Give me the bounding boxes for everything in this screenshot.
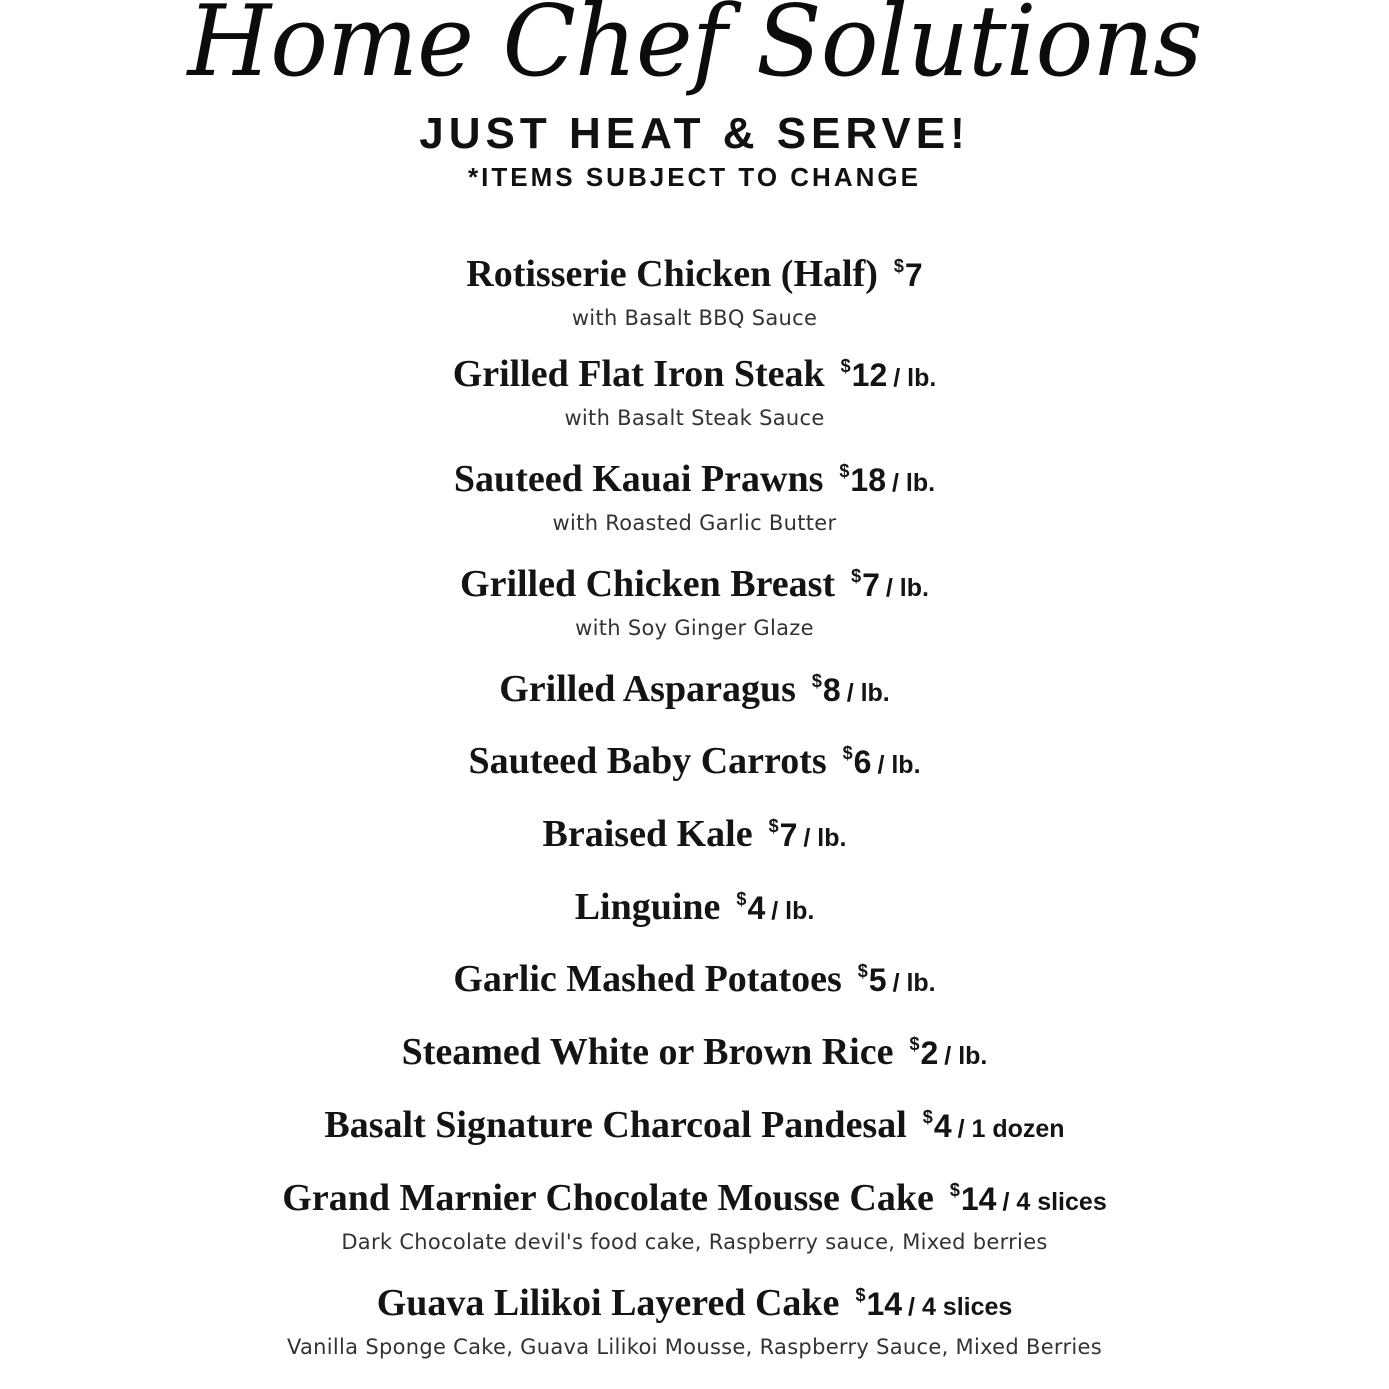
menu-item (0, 344, 1389, 432)
item-unit: / lb. (893, 364, 937, 392)
disclaimer: *ITEMS SUBJECT TO CHANGE (468, 162, 921, 192)
item-unit: / lb. (885, 574, 929, 602)
menu-item (0, 731, 1389, 791)
item-name: Grand Marnier Chocolate Mousse Cake (282, 1177, 934, 1219)
item-description: with Basalt BBQ Sauce (571, 306, 818, 330)
item-price (841, 357, 888, 393)
price-value: 7 (779, 817, 798, 853)
item-unit: / 4 slices (1002, 1188, 1107, 1216)
price-value: 4 (933, 1108, 952, 1144)
menu-item (0, 1022, 1389, 1082)
price-value: 14 (960, 1181, 997, 1217)
item-price (894, 257, 923, 293)
item-unit: / lb. (803, 824, 847, 852)
currency-symbol: $ (893, 256, 904, 276)
item-name: Basalt Signature Charcoal Pandesal (324, 1104, 907, 1146)
item-price (855, 1286, 902, 1322)
item-description: Vanilla Sponge Cake, Guava Lilikoi Mousse, Raspberry Sauce, Mixed Berries (286, 1335, 1103, 1359)
item-price (839, 462, 886, 498)
item-unit: / lb. (877, 751, 921, 779)
item-unit: / lb. (944, 1042, 988, 1070)
currency-symbol: $ (811, 671, 822, 691)
item-name: Steamed White or Brown Rice (401, 1031, 894, 1073)
item-name: Grilled Flat Iron Steak (452, 353, 825, 395)
menu-item (0, 877, 1389, 937)
item-price (851, 567, 880, 603)
item-unit: / lb. (892, 469, 936, 497)
item-unit: / 4 slices (908, 1293, 1013, 1321)
price-value: 12 (851, 357, 888, 393)
item-description: with Roasted Garlic Butter (552, 511, 837, 535)
item-unit: / 1 dozen (957, 1115, 1065, 1143)
item-description: Dark Chocolate devil's food cake, Raspberry sauce, Mixed berries (341, 1230, 1048, 1254)
item-price (923, 1108, 952, 1144)
price-value: 7 (862, 567, 880, 603)
menu-item (0, 659, 1389, 719)
currency-symbol: $ (949, 1180, 960, 1200)
item-description: with Soy Ginger Glaze (575, 616, 814, 640)
currency-symbol: $ (855, 1285, 866, 1305)
item-price (769, 817, 798, 853)
menu-item (0, 1273, 1389, 1361)
item-price (736, 890, 765, 926)
item-price (812, 672, 841, 708)
item-description: with Basalt Steak Sauce (564, 406, 825, 430)
currency-symbol: $ (857, 961, 868, 981)
currency-symbol: $ (736, 889, 747, 909)
item-price (858, 962, 887, 998)
currency-symbol: $ (842, 743, 853, 763)
currency-symbol: $ (840, 356, 851, 376)
menu-item (0, 1168, 1389, 1256)
item-price (950, 1181, 997, 1217)
item-name: Braised Kale (542, 813, 753, 855)
item-unit: / lb. (892, 969, 936, 997)
item-name: Sauteed Kauai Prawns (453, 458, 824, 500)
currency-symbol: $ (768, 816, 779, 836)
item-name: Grilled Chicken Breast (460, 563, 836, 605)
brand-title: Home Chef Solutions (187, 0, 1202, 99)
price-value: 4 (747, 890, 766, 926)
item-name: Garlic Mashed Potatoes (453, 958, 842, 1000)
price-value: 8 (822, 672, 841, 708)
item-unit: / lb. (846, 679, 890, 707)
price-value: 7 (904, 257, 923, 293)
price-value: 14 (866, 1286, 903, 1322)
tagline: JUST HEAT & SERVE! (419, 109, 970, 158)
price-value: 18 (850, 462, 887, 498)
currency-symbol: $ (839, 461, 850, 481)
currency-symbol: $ (909, 1034, 920, 1054)
price-value: 6 (853, 744, 872, 780)
menu-item (0, 244, 1389, 332)
item-name: Sauteed Baby Carrots (468, 740, 827, 782)
item-price (843, 744, 872, 780)
item-price (909, 1035, 938, 1071)
item-unit: / lb. (771, 897, 815, 925)
menu-item (0, 949, 1389, 1009)
currency-symbol: $ (922, 1107, 933, 1127)
menu-item (0, 554, 1389, 642)
price-value: 5 (868, 962, 887, 998)
item-name: Rotisserie Chicken (Half) (466, 253, 878, 295)
menu-item (0, 449, 1389, 537)
currency-symbol: $ (851, 566, 862, 586)
menu-item (0, 804, 1389, 864)
item-name: Grilled Asparagus (499, 668, 796, 710)
price-value: 2 (920, 1035, 939, 1071)
item-name: Guava Lilikoi Layered Cake (376, 1282, 840, 1324)
menu-item (0, 1095, 1389, 1155)
item-name: Linguine (574, 886, 721, 928)
